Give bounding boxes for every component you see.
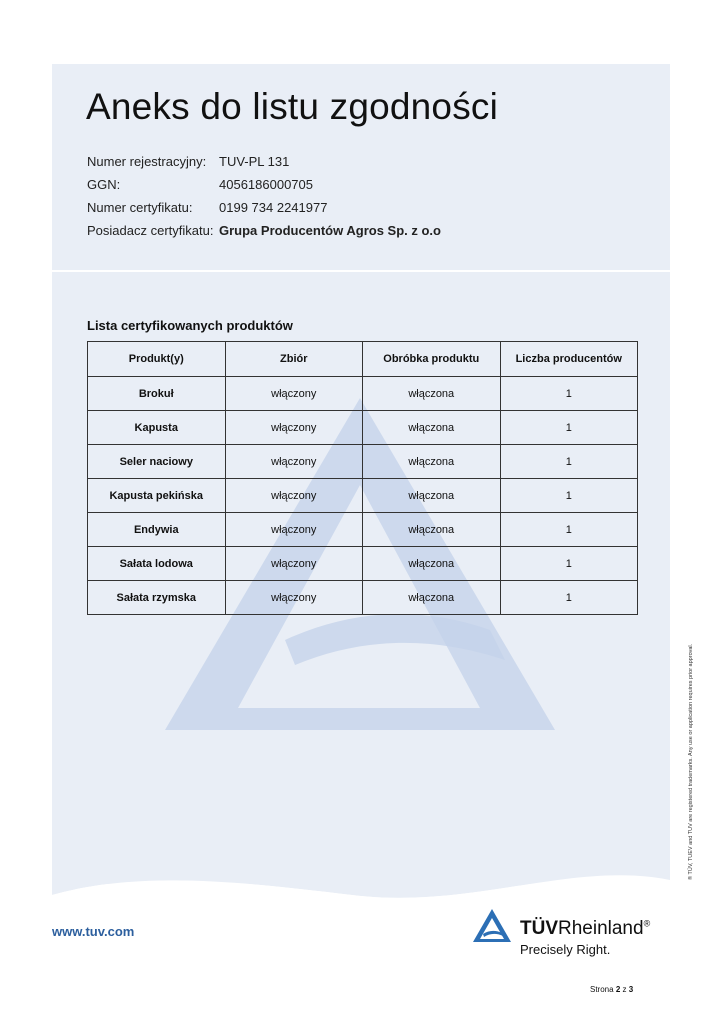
meta-value: 0199 734 2241977 (219, 200, 328, 215)
cell-processing: włączona (363, 513, 501, 547)
page-title: Aneks do listu zgodności (86, 86, 499, 127)
page-indicator (590, 985, 633, 994)
cell-processing: włączona (363, 581, 501, 615)
page-wave-decoration (52, 840, 670, 910)
meta-row-ggn (87, 173, 441, 196)
cell-harvest: włączony (225, 513, 363, 547)
cell-processing: włączona (363, 377, 501, 411)
pager-sep: z (622, 985, 627, 994)
logo-brand (520, 918, 650, 940)
logo-registered: ® (643, 918, 651, 929)
column-header-producers: Liczba producentów (500, 342, 638, 377)
cell-harvest: włączony (225, 547, 363, 581)
tuv-triangle-icon (472, 908, 512, 944)
cell-producers: 1 (500, 547, 638, 581)
cell-processing: włączona (363, 445, 501, 479)
pager-total: 3 (628, 985, 634, 994)
certificate-meta (87, 150, 441, 242)
meta-row-certificate-number (87, 196, 441, 219)
table-row (88, 479, 638, 513)
cell-product: Kapusta (88, 411, 226, 445)
table-header-row (88, 342, 638, 377)
logo-brand-rest: Rheinland (558, 918, 644, 939)
table-row (88, 581, 638, 615)
cell-product: Seler naciowy (88, 445, 226, 479)
table-row (88, 377, 638, 411)
meta-label: Numer rejestracyjny: (87, 154, 207, 169)
cell-product: Sałata lodowa (88, 547, 226, 581)
cell-product: Sałata rzymska (88, 581, 226, 615)
cell-producers: 1 (500, 411, 638, 445)
cell-harvest: włączony (225, 479, 363, 513)
table-row (88, 513, 638, 547)
cell-producers: 1 (500, 581, 638, 615)
logo-tagline: Precisely Right. (520, 942, 611, 957)
column-header-product: Produkt(y) (88, 342, 226, 377)
meta-label: GGN: (87, 177, 121, 192)
table-row (88, 411, 638, 445)
cell-producers: 1 (500, 513, 638, 547)
cell-producers: 1 (500, 445, 638, 479)
meta-label: Posiadacz certyfikatu: (87, 223, 214, 238)
pager-current: 2 (615, 985, 621, 994)
section-title: Lista certyfikowanych produktów (87, 318, 293, 333)
cell-product: Endywia (88, 513, 226, 547)
cell-processing: włączona (363, 479, 501, 513)
cell-producers: 1 (500, 377, 638, 411)
cell-processing: włączona (363, 547, 501, 581)
cell-processing: włączona (363, 411, 501, 445)
cell-product: Kapusta pekińska (88, 479, 226, 513)
column-header-harvest: Zbiór (225, 342, 363, 377)
cell-harvest: włączony (225, 411, 363, 445)
table-row (88, 445, 638, 479)
cell-producers: 1 (500, 479, 638, 513)
meta-row-holder (87, 219, 441, 242)
trademark-note: ® TÜV, TUEV and TUV are registered trademarks. Any use or application requires prior approval. (688, 643, 694, 880)
meta-value: 4056186000705 (219, 177, 313, 192)
meta-row-registration (87, 150, 441, 173)
products-table (87, 341, 638, 615)
cell-harvest: włączony (225, 445, 363, 479)
cell-harvest: włączony (225, 377, 363, 411)
table-row (88, 547, 638, 581)
logo-brand-bold: TÜV (520, 918, 558, 939)
meta-value: Grupa Producentów Agros Sp. z o.o (219, 223, 441, 238)
meta-value: TUV-PL 131 (219, 154, 290, 169)
cell-harvest: włączony (225, 581, 363, 615)
meta-label: Numer certyfikatu: (87, 200, 193, 215)
column-header-processing: Obróbka produktu (363, 342, 501, 377)
website-link[interactable]: www.tuv.com (52, 924, 135, 939)
cell-product: Brokuł (88, 377, 226, 411)
tuv-rheinland-logo (472, 908, 682, 963)
pager-prefix: Strona (590, 985, 614, 994)
